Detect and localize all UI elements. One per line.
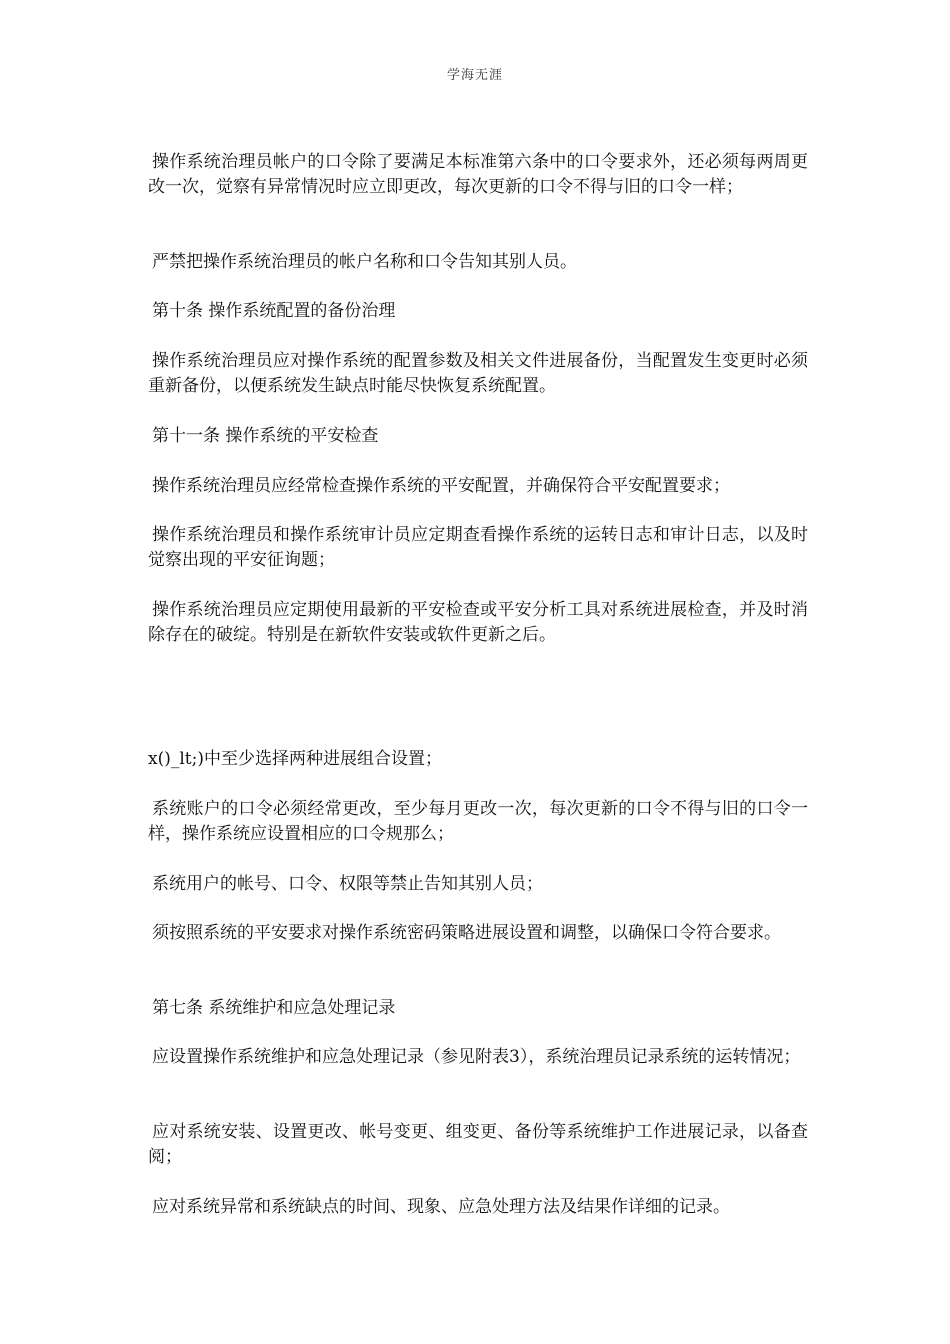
paragraph-account-password-change: 系统账户的口令必须经常更改，至少每月更改一次，每次更新的口令不得与旧的口令一样，操作系统应设置相应的口令规那么；: [148, 799, 808, 844]
paragraph-password-policy: 须按照系统的平安要求对操作系统密码策略进展设置和调整，以确保口令符合要求。: [152, 923, 781, 943]
paragraph-combination-setting: x()_lt;)中至少选择两种进展组合设置；: [148, 749, 442, 769]
paragraph-account-no-disclosure: 系统用户的帐号、口令、权限等禁止告知其别人员；: [152, 874, 543, 894]
paragraph-maintenance-work-record: 应对系统安装、设置更改、帐号变更、组变更、备份等系统维护工作进展记录，以备查阅；: [148, 1122, 808, 1167]
section-heading-article-7: 第七条 系统维护和应急处理记录: [152, 998, 396, 1018]
paragraph-security-config-check: 操作系统治理员应经常检查操作系统的平安配置，并确保符合平安配置要求；: [152, 476, 730, 496]
paragraph-config-backup: 操作系统治理员应对操作系统的配置参数及相关文件进展备份，当配置发生变更时必须重新备份，以便系统发生缺点时能尽快恢复系统配置。: [148, 351, 808, 396]
paragraph-fault-record: 应对系统异常和系统缺点的时间、现象、应急处理方法及结果作详细的记录。: [152, 1197, 730, 1217]
paragraph-log-review: 操作系统治理员和操作系统审计员应定期查看操作系统的运转日志和审计日志，以及时觉察出现的平安征询题；: [148, 525, 808, 570]
paragraph-maintenance-record: 应设置操作系统维护和应急处理记录（参见附表3），系统治理员记录系统的运转情况；: [152, 1047, 801, 1067]
section-heading-article-11: 第十一条 操作系统的平安检查: [152, 426, 379, 446]
section-heading-article-10: 第十条 操作系统配置的备份治理: [152, 301, 396, 321]
paragraph-vulnerability-scan: 操作系统治理员应定期使用最新的平安检查或平安分析工具对系统进展检查，并及时消除存在的破绽。特别是在新软件安装或软件更新之后。: [148, 600, 808, 645]
paragraph-no-disclosure: 严禁把操作系统治理员的帐户名称和口令告知其别人员。: [152, 252, 577, 272]
paragraph-admin-password-rule: 操作系统治理员帐户的口令除了要满足本标准第六条中的口令要求外，还必须每两周更改一次，觉察有异常情况时应立即更改，每次更新的口令不得与旧的口令一样；: [148, 152, 808, 197]
page-header: 学海无涯: [446, 68, 503, 83]
